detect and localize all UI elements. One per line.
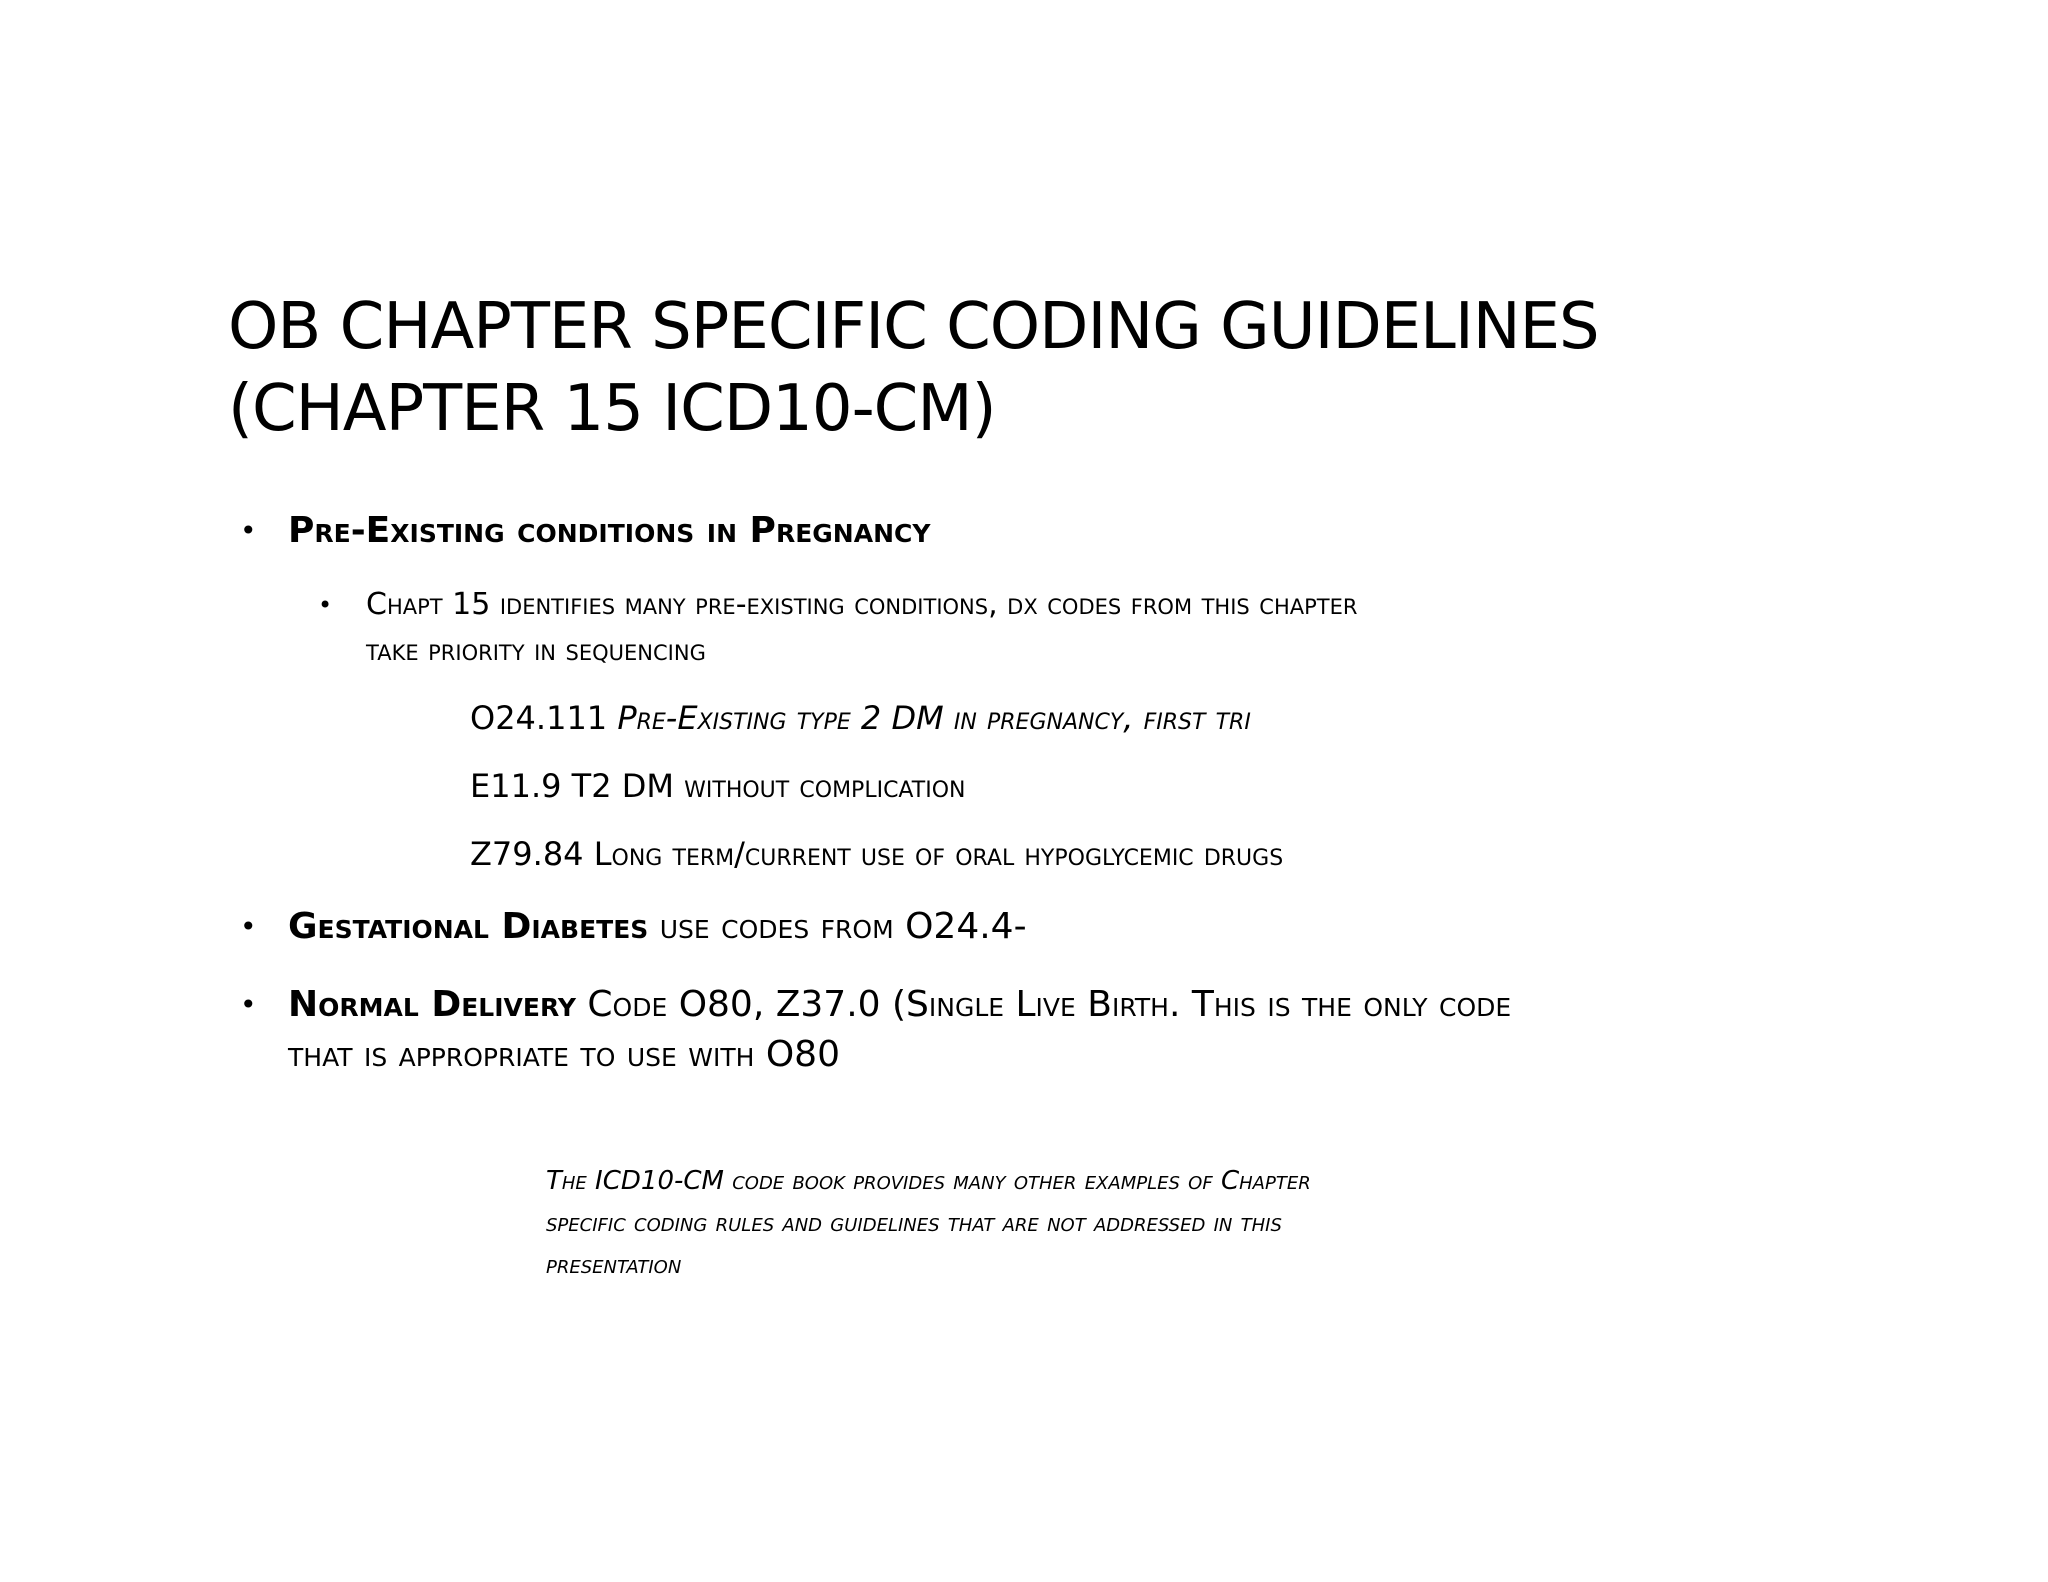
code-o24-desc: Pre-Existing type 2 DM in pregnancy, first tri (617, 699, 1251, 737)
bullet-dot: • (318, 591, 333, 619)
bullet-dot: • (240, 514, 257, 547)
sub-bullet-chapt15-continuation (366, 628, 706, 674)
slide-title-line-1: OB CHAPTER SPECIFIC CODING GUIDELINES (228, 290, 1599, 364)
footnote-line-3: presentation (546, 1250, 682, 1280)
bullet-pre-existing-heading: Pre-Existing conditions in Pregnancy (288, 510, 931, 551)
bullet-pre-existing (240, 508, 931, 554)
bullet-dot: • (240, 910, 257, 943)
footnote (546, 1160, 1746, 1286)
code-e11-text: E11.9 T2 DM without complication (470, 767, 966, 805)
sub-bullet-chapt15 (318, 582, 1358, 628)
bullet-gestational-heading: Gestational Diabetes (288, 906, 649, 947)
code-z79-text: Z79.84 Long term/current use of oral hypoglycemic drugs (470, 835, 1284, 873)
footnote-line-1: The ICD10-CM code book provides many other examples of Chapter (546, 1166, 1311, 1196)
code-line-e11 (470, 766, 965, 806)
code-o24-code: O24.111 (470, 699, 608, 737)
bullet-gestational (240, 904, 1027, 950)
sub-bullet-chapt15-line-1: Chapt 15 identifies many pre-existing conditions, dx codes from this chapter (366, 587, 1358, 622)
code-line-o24 (470, 698, 1251, 738)
bullet-gestational-text: use codes from O24.4- (659, 906, 1027, 947)
sub-bullet-chapt15-line-2: take priority in sequencing (366, 633, 706, 668)
bullet-dot: • (240, 988, 257, 1021)
bullet-normal-delivery-continuation (288, 1032, 840, 1078)
bullet-normal-delivery-text-1: Code O80, Z37.0 (Single Live Birth. This is the only code (587, 984, 1512, 1025)
footnote-line-2: specific coding rules and guidelines that are not addressed in this (546, 1208, 1282, 1238)
code-line-z79 (470, 834, 1283, 874)
slide-title-line-2: (CHAPTER 15 ICD10-CM) (228, 372, 996, 446)
bullet-normal-delivery-heading: Normal Delivery (288, 984, 576, 1025)
bullet-normal-delivery (240, 982, 1512, 1028)
bullet-normal-delivery-text-2: that is appropriate to use with O80 (288, 1034, 840, 1075)
slide-title (228, 286, 1928, 450)
